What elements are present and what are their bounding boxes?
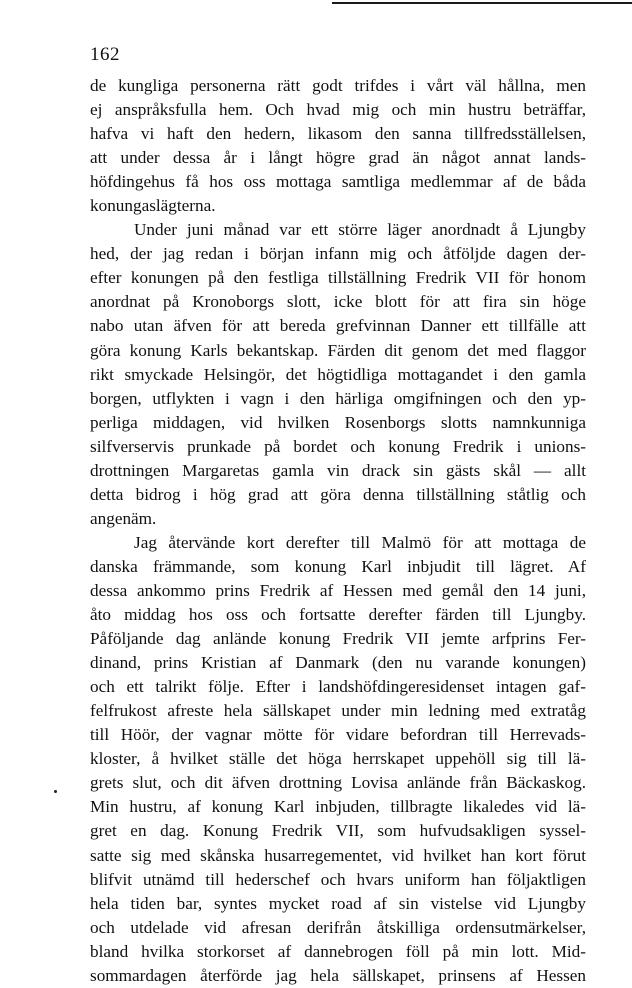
- top-rule: [332, 2, 632, 4]
- text-line: hafva vi haft den hedern, likasom den sanna tillfredsställelsen,: [90, 124, 586, 144]
- text-line: borgen, utflykten i vagn i den härliga omgifningen och den yp-: [90, 388, 586, 408]
- text-line: ej anspråksfulla hem. Och hvad mig och min hustru beträffar,: [90, 100, 586, 120]
- text-line: detta bidrog i hög grad att göra denna tillställning ståtlig och: [90, 484, 586, 504]
- text-line: höfdingehus få hos oss mottaga samtliga medlemmar af de båda: [90, 172, 586, 192]
- text-line: rikt smyckade Helsingör, det högtidliga mottagandet i den gamla: [90, 364, 586, 384]
- body-text: [90, 74, 586, 988]
- text-line: Jag återvände kort derefter till Malmö för att mottaga de: [134, 532, 586, 552]
- text-line: nabo utan äfven för att bereda grefvinnan Danner ett tillfälle att: [90, 316, 586, 336]
- page-number: 162: [90, 44, 120, 65]
- text-line: konungaslägterna.: [90, 196, 216, 216]
- text-line: Under juni månad var ett större läger anordnadt å Ljungby: [134, 220, 586, 240]
- text-line: anordnat på Kronoborgs slott, icke blott för att fira sin höge: [90, 292, 586, 312]
- text-line: bland hvilka storkorset af dannebrogen föll på min lott. Mid-: [90, 941, 586, 961]
- print-speck: [54, 790, 57, 793]
- text-line: hela tiden bar, syntes mycket road af sin vistelse vid Ljungby: [90, 893, 586, 913]
- text-line: att under dessa år i långt högre grad än något annat lands-: [90, 148, 586, 168]
- text-line: drottningen Margaretas gamla vin drack sin gästs skål — allt: [90, 460, 586, 480]
- text-line: gret en dag. Konung Fredrik VII, som hufvudsakligen syssel-: [90, 821, 586, 841]
- text-line: felfrukost afreste hela sällskapet under min ledning med extratåg: [90, 701, 586, 721]
- text-line: till Höör, der vagnar mötte för vidare befordran till Herrevads-: [90, 725, 586, 745]
- text-line: åto middag hos oss och fortsatte derefter färden till Ljungby.: [90, 605, 586, 625]
- text-line: och utdelade vid afresan derifrån åtskilliga ordensutmärkelser,: [90, 917, 586, 937]
- text-line: Min hustru, af konung Karl inbjuden, tillbragte likaledes vid lä-: [90, 797, 586, 817]
- text-line: göra konung Karls bekantskap. Färden dit genom det med flaggor: [90, 340, 586, 360]
- text-line: och ett talrikt följe. Efter i landshöfdingeresidenset intagen gaf-: [90, 677, 586, 697]
- text-line: Påföljande dag anlände konung Fredrik VII jemte arfprins Fer-: [90, 629, 586, 649]
- text-line: dinand, prins Kristian af Danmark (den nu varande konungen): [90, 653, 586, 673]
- text-line: blifvit utnämd till hederschef och hvars uniform han följaktligen: [90, 869, 586, 889]
- text-line: sommardagen återförde jag hela sällskapet, prinsens af Hessen: [90, 965, 586, 985]
- text-line: efter konungen på den festliga tillställning Fredrik VII för honom: [90, 268, 586, 288]
- text-line: perliga middagen, vid hvilken Rosenborgs slotts namnkunniga: [90, 412, 586, 432]
- text-line: satte sig med skånska husarregementet, vid hvilket han kort förut: [90, 845, 586, 865]
- text-line: hed, der jag redan i början infann mig och åtföljde dagen der-: [90, 244, 586, 264]
- text-line: kloster, å hvilket ställe det höga herrskapet uppehöll sig till lä-: [90, 749, 586, 769]
- text-line: danska främmande, som konung Karl inbjudit till lägret. Af: [90, 556, 586, 576]
- text-line: silfverservis prunkade på bordet och konung Fredrik i unions-: [90, 436, 586, 456]
- text-line: de kungliga personerna rätt godt trifdes i vårt väl hållna, men: [90, 76, 586, 95]
- text-line: dessa ankommo prins Fredrik af Hessen med gemål den 14 juni,: [90, 580, 586, 600]
- text-line: grets slut, och dit äfven drottning Lovisa anlände från Bäckaskog.: [90, 773, 586, 793]
- text-line: angenäm.: [90, 508, 157, 528]
